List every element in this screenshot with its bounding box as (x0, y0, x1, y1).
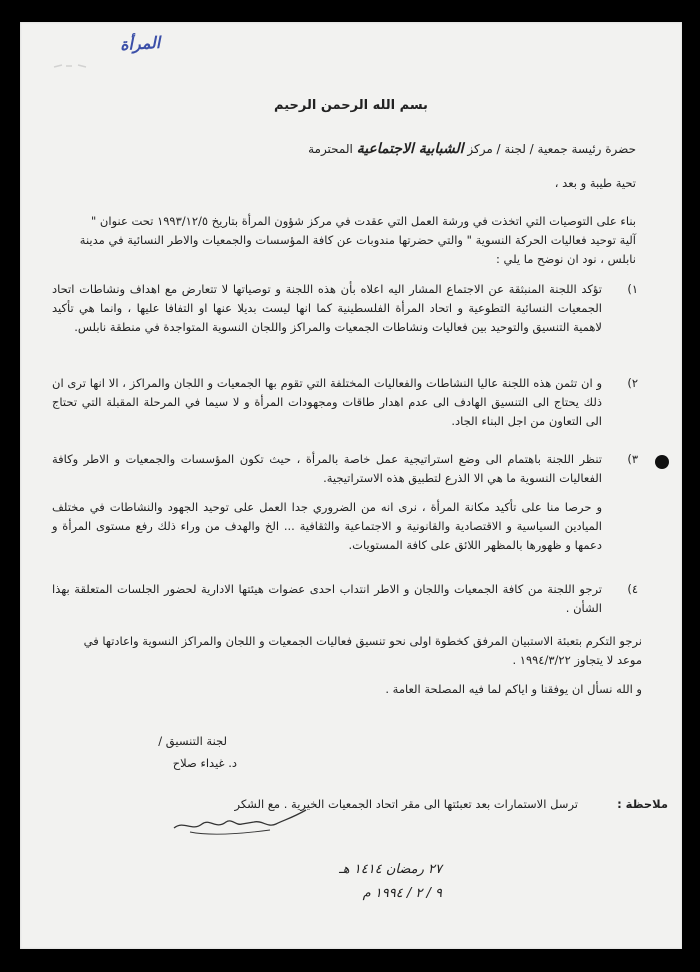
committee-name: لجنة التنسيق / (158, 734, 227, 748)
hijri-date: ٢٧ رمضان ١٤١٤ هـ (339, 862, 442, 877)
item-paragraph: تنظر اللجنة باهتمام الى وضع استراتيجية عمل خاصة بالمرأة ، حيث تكون المؤسسات والجمعيات و الاطر وكافة الفعاليات النسوية ما هي الا الذرع لتطبيق هذه الاستراتيجية. (52, 452, 602, 485)
closing-paragraph: و الله نسأل ان يوفقنا و اياكم لما فيه المصلحة العامة . (385, 682, 642, 696)
note-text: ترسل الاستمارات بعد تعبئتها الى مقر اتحاد الجمعيات الخيرية . مع الشكر (234, 797, 578, 811)
gregorian-date: ٩ / ٢ / ١٩٩٤ م (362, 886, 442, 901)
item-paragraph: ترجو اللجنة من كافة الجمعيات واللجان و الاطر انتداب احدى عضوات هيئتها الادارية لحضور الجلسات المتعلقة بهذا الشأن . (52, 582, 602, 615)
addressee-line (308, 140, 636, 159)
handwritten-note: المرأة (119, 32, 161, 55)
document-page (20, 22, 682, 949)
addressee-suffix: المحترمة (308, 142, 353, 156)
numbered-item-3 (52, 450, 642, 565)
item-number: ٣) (627, 452, 638, 466)
signer-name: د. غيداء صلاح (172, 756, 237, 770)
numbered-item-2 (52, 374, 642, 441)
handwritten-signature (170, 802, 310, 842)
numbered-item-1 (52, 280, 642, 347)
item-number: ١) (627, 282, 638, 296)
intro-paragraph: بناء على التوصيات التي اتخذت في ورشة العمل التي عقدت في مركز شؤون المرأة بتاريخ ١٩٩٣/١٢/٥ تحت عنوان " آلية توحيد فعاليات الحركة النسوية " والتي حضرتها مندوبات عن كافة المؤسسات والجمعيات والاطر النسائية في مدينة نابلس ، نود ان نوضح ما يلي : (79, 214, 636, 266)
item-paragraph: و ان تثمن هذه اللجنة عاليا النشاطات والفعاليات المختلفة التي تقوم بها الجمعيات و اللجان والمراكز ، الا انها ترى ان ذلك يحتاج الى التنسيق الهادف الى عدم اهدار طاقات ومجهودات المرأة و لا سيما في المرحلة المقبلة التي تحتاج الى التعاون من اجل البناء الجاد. (52, 376, 602, 428)
closing-block (62, 632, 642, 709)
addressee-handwritten: الشبابية الاجتماعية (356, 141, 464, 157)
item-number: ٤) (627, 582, 638, 596)
item-paragraph: و حرصا منا على تأكيد مكانة المرأة ، نرى انه من الضروري جدا العمل على توحيد الجهود والنشاطات في مختلف الميادين السياسية و الاقتصادية والقانونية و الاجتماعية والثقافية ... الخ والهدف من وراء ذلك رفع مستوى المرأة و دعمها و ظهورها بالمظهر اللائق على كافة المستويات. (52, 500, 602, 552)
punch-hole (655, 455, 669, 469)
item-number: ٢) (627, 376, 638, 390)
item-paragraph: تؤكد اللجنة المنبثقة عن الاجتماع المشار اليه اعلاه بأن هذه اللجنة و توصياتها لا تتعارض مع اهداف ونشاطات اتحاد الجمعيات النسائية التطوعية و اتحاد المرأة الفلسطينية كما انها ليست بديلا عنها او التفافا عليها ، وانما هي تأكيد لاهمية التنسيق والتوحيد بين فعاليات ونشاطات الجمعيات والمراكز واللجان النسوية المتواجدة في منطقة نابلس. (52, 282, 602, 334)
greeting: تحية طيبة و بعد ، (554, 176, 636, 190)
basmala-heading: بسم الله الرحمن الرحيم (274, 98, 428, 113)
note-label: ملاحظة : (617, 797, 668, 811)
closing-paragraph: نرجو التكرم بتعبئة الاستبيان المرفق كخطوة اولى نحو تنسيق فعاليات الجمعيات و اللجان والمراكز النسوية واعادتها في موعد لا يتجاوز ١٩٩٤/٣/٢٢ . (83, 634, 642, 667)
addressee-prefix: حضرة رئيسة جمعية / لجنة / مركز (467, 142, 636, 156)
numbered-item-4 (52, 580, 642, 628)
